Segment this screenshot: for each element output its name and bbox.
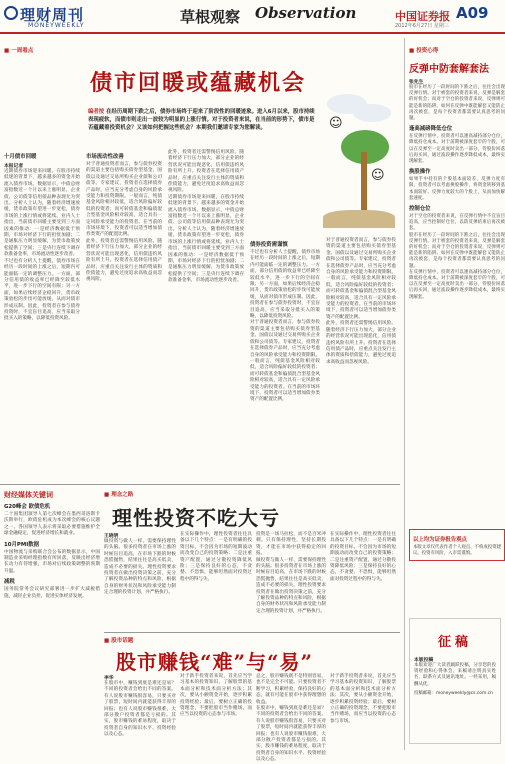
article3-column-1 xyxy=(104,674,176,746)
article1-paragraph: 此外，投资者还需警惕信用风险。随着经济下行压力加大，部分企业的经营状况可能出现恶化，信用债违约风险有所上升。投资者在选择信用债产品时，应重点关注发行主体的资质和偿债能力，避免过度追求高收益而忽视风险。 xyxy=(326,321,396,365)
article3-headline: 股市赚钱“难”与“易” xyxy=(116,650,314,674)
article2-paragraph: 在实际操作中，理性投资者往往具备以下几个特点：一是有明确的投资目标，不会因为市场的短期波动而改变自己的投资策略；二是注重资产配置，通过分散投资降低风险；三是保持良好的心态，不贪婪、不恐惧，能够坦然面对投资过程中的得与失。 xyxy=(330,532,396,582)
page-header xyxy=(0,0,505,34)
section-divider xyxy=(0,484,400,485)
article2-column-4 xyxy=(330,532,396,628)
paper-name: 中国证券报 xyxy=(395,10,450,23)
section-title-en: Observation xyxy=(255,4,357,22)
article3-byline: 李华 xyxy=(104,676,114,681)
article1-subhead: 市场流动性改善 xyxy=(86,154,124,160)
right-paragraph: 股市在经历了一段时间的下跌之后，往往会出现反弹行情。对于被套的投资者来说，反弹是解套的好机会；而对于空仓的投资者来说，反弹则可能是新的陷阱。如何在反弹中既能解套又能防止再次被套，是每个投资者都需要认真思考的问题。 xyxy=(409,232,505,269)
article2-column-3 xyxy=(256,532,326,628)
article1-paragraph: 不过也有分析人士提醒，债券市场在经历一段时间的上涨之后，短期内可能面临一定的调整压力。一方面，部分信用债的收益率已经降至较低水平，进一步下行的空间有限；另一方面，如果后续经济企稳回升，货币政策放松的步伐可能放缓，从而对债市形成压制。因此，投资者在参与债券投资时，不宜盲目追高，应当采取分批买入的策略，以降低投资风险。 xyxy=(4,258,80,322)
article1-column-2 xyxy=(86,150,162,482)
ground-shape xyxy=(323,210,395,228)
issue-date: 2012年6月27日 星期三 xyxy=(395,23,449,29)
article1-column-4 xyxy=(250,238,320,482)
person-icon: ☺ xyxy=(329,116,343,131)
right-subhead: 换股操作 xyxy=(409,169,431,176)
right-paragraph: 股市在经历了一段时间的下跌之后，往往会出现反弹行情。对于被套的投资者来说，反弹是解套的好机会；而对于空仓的投资者来说，反弹则可能是新的陷阱。如何在反弹中既能解套又能防止再次被套，是每个投资者都需要认真思考的问题。 xyxy=(409,85,505,122)
right-paragraph: 如果手中持有的个股基本面较差，反弹力度有限，投资者可以考虑换股操作，将资金转移到基本面较好、反弹力度较大的个股上，从而加快解套速度。 xyxy=(409,177,505,201)
right-article-body xyxy=(409,85,505,525)
call-for-papers-box xyxy=(409,618,501,744)
call-for-papers-text: 本版欢迎广大读者踊跃投稿，分享您的投资经验和心得体会。来稿请注明真实姓名、联系方式及通讯地址。一经采用，稿酬从优。 xyxy=(414,663,496,687)
article1-headline: 债市回暖或蕴藏机会 xyxy=(90,70,307,96)
article1-paragraph: 对于普通投资者而言，参与债券投资的渠道主要包括购买债券型基金、国债以及通过交易所购买企业债和公司债等。专家建议，投资者在选择债券产品时，应当充分考虑自身的风险承受能力和投资期限。一般而言，纯债基金风险相对较低，适合风险偏好较低的投资者；而可转债基金和偏债混合型基金风险相对较高，适合具有一定风险承受能力的投资者。在当前的市场环境下，投资者可以适当增加债券类资产的配置比例。 xyxy=(250,320,320,403)
article2-column-2 xyxy=(180,532,252,628)
article2-headline: 理性投资不吃大亏 xyxy=(112,506,280,530)
article1-paragraph: 此外，投资者还需警惕信用风险。随着经济下行压力加大，部分企业的经营状况可能出现恶化，信用债违约风险有所上升。投资者在选择信用债产品时，应重点关注发行主体的资质和偿债能力，避免过度追求高收益而忽视风险。 xyxy=(168,150,244,194)
article3-paragraph: 在股市中，赚钱到底是难还是易？不同的投资者会给出不同的答案。有人说股市赚钱很容易，只要买对了股票，短时间内就能获得丰厚的回报；也有人说股市赚钱很难，大部分散户投资者都是亏损的。其实，股市赚钱的难易程度，取决于投资者自身的知识水平、投资经验以及心态。 xyxy=(256,706,326,763)
tree-trunk-icon xyxy=(361,152,367,212)
article1-paragraph: 对于普通投资者而言，参与债券投资的渠道主要包括购买债券型基金、国债以及通过交易所购买企业债和公司债等。专家建议，投资者在选择债券产品时，应当充分考虑自身的风险承受能力和投资期限。一般而言，纯债基金风险相对较低，适合风险偏好较低的投资者；而可转债基金和偏债混合型基金风险相对较高，适合具有一定风险承受能力的投资者。在当前的市场环境下，投资者可以适当增加债券类资产的配置比例。 xyxy=(86,162,162,238)
disclaimer-text: 本版文章仅代表作者个人观点，不构成投资建议。投资有风险，入市需谨慎。 xyxy=(413,545,501,557)
call-for-papers-title: 征稿 xyxy=(437,635,472,650)
sidebar-title: 财经媒体关键词 xyxy=(4,491,53,499)
cloud-icon xyxy=(353,104,391,122)
person-icon: ☺ xyxy=(371,168,385,183)
article3-column-4 xyxy=(330,674,396,746)
section-title: 草根观察 xyxy=(180,8,241,26)
article1-lead xyxy=(88,108,318,132)
right-column xyxy=(404,38,505,750)
right-byline: 张先生 xyxy=(409,80,424,85)
article1-column-1 xyxy=(4,150,80,482)
disclaimer-title: 以上均为证券报告观点 xyxy=(413,537,467,543)
sidebar-item-body: 国务院常务会议研究部署进一步扩大减税措施，减轻企业负担，促进实体经济发展。 xyxy=(4,587,100,599)
article2-paragraph: 在实际操作中，理性投资者往往具备以下几个特点：一是有明确的投资目标，不会因为市场的短期波动而改变自己的投资策略；二是注重资产配置，通过分散投资降低风险；三是保持良好的心态，不贪婪、不恐惧，能够坦然面对投资过程中的得与失。 xyxy=(180,532,252,582)
lead-text: 在经历周期下跌之后，债券市场终于迎来了阶段性的回暖迹象。进入6月以来，股市持续表现疲软，而债市则走出一波较为明显的上涨行情。对于投资者来说，在当前的形势下，债市是否蕴藏着投资机会？又该如何把握这些机会？本期我们邀请专家为您解读。 xyxy=(88,109,315,131)
article3-column-2 xyxy=(180,674,252,746)
lead-label: 编者按 xyxy=(88,109,105,115)
logo-mark-icon xyxy=(4,6,18,20)
brand-name: 理财周刊 xyxy=(20,6,85,24)
sidebar-item-body: 中国物流与采购联合会公布的数据显示，中国制造业采购经理指数有所回落，反映出经济增长动力有待增强，市场对后续政策调整的预期升温。 xyxy=(4,549,100,574)
article1-tag: ■ 一周看点 xyxy=(4,46,33,54)
right-subhead: 控制仓位 xyxy=(409,206,431,213)
right-headline: 反弹中防套解套法 xyxy=(409,64,489,75)
article1-column-5 xyxy=(326,238,396,482)
main-column xyxy=(0,38,400,763)
article3-column-3 xyxy=(256,674,326,763)
right-paragraph: 在反弹行情中，投资者可以逢高减持部分仓位，降低持仓成本。对于前期被深度套牢的个股，可以在反弹至一定高度时卖出一部分，待股价回落后再买回，通过波段操作逐步降低成本，最终实现解套。 xyxy=(409,269,505,300)
article2-byline: 王晓明 xyxy=(104,534,119,539)
sidebar-item-title: G20峰会 欧债危机 xyxy=(4,504,51,510)
article2-tag: ■ 理念之路 xyxy=(104,490,133,498)
article1-column-3 xyxy=(168,150,244,482)
call-for-papers-label: 本版投稿 xyxy=(414,658,434,663)
disclaimer-box xyxy=(409,529,505,561)
article3-tag: ■ 股市话题 xyxy=(104,636,133,644)
submission-email[interactable]: 投稿邮箱：moneyweekly@cs.com.cn xyxy=(414,690,493,696)
article1-paragraph: 此外，投资者还需警惕信用风险。随着经济下行压力加大，部分企业的经营状况可能出现恶化，信用债违约风险有所上升。投资者在选择信用债产品时，应重点关注发行主体的资质和偿债能力，避免过度追求高收益而忽视风险。 xyxy=(86,238,162,283)
keywords-sidebar xyxy=(4,490,100,746)
article1-subhead: 十月债市回暖 xyxy=(4,154,37,160)
article1-paragraph: 对于普通投资者而言，参与债券投资的渠道主要包括购买债券型基金、国债以及通过交易所购买企业债和公司债等。专家建议，投资者在选择债券产品时，应当充分考虑自身的风险承受能力和投资期限。一般而言，纯债基金风险相对较低，适合风险偏好较低的投资者；而可转债基金和偏债混合型基金风险相对较高，适合具有一定风险承受能力的投资者。在当前的市场环境下，投资者可以适当增加债券类资产的配置比例。 xyxy=(326,238,396,320)
right-tag: ■ 投资心得 xyxy=(409,46,505,54)
article1-paragraph: 不过也有分析人士提醒，债券市场在经历一段时间的上涨之后，短期内可能面临一定的调整压力。一方面，部分信用债的收益率已经降至较低水平，进一步下行的空间有限；另一方面，如果后续经济企稳回升，货币政策放松的步伐可能放缓，从而对债市形成压制。因此，投资者在参与债券投资时，不宜盲目追高，应当采取分批买入的策略，以降低投资风险。 xyxy=(250,250,320,320)
article1-byline: 本报记者 xyxy=(4,164,24,169)
sidebar-item-title: 减税 xyxy=(4,579,15,586)
right-paragraph: 在反弹行情中，投资者可以逢高减持部分仓位，降低持仓成本。对于前期被深度套牢的个股，可以在反弹至一定高度时卖出一部分，待股价回落后再买回，通过波段操作逐步降低成本，最终实现解套。 xyxy=(409,134,505,165)
sidebar-item-title: 10月PMI数据 xyxy=(4,541,39,548)
article1-paragraph: 近期债券市场迎来回暖，在股市持续低迷的背景下，越来越多的资金开始流入债券市场。数据显示，中债总财富指数近一个月以来上涨明显，企业债、公司债等信用债品种表现尤为突出。分析人士认为，随着经济增速放缓，货币政策有望进一步宽松，债券市场的上涨行情或将延续。业内人士指出，当前债市回暖主要受到三方面因素的推动：一是经济数据低于预期，市场对经济下行的担忧加剧；二是通胀压力明显缓解，为货币政策放松提供了空间；三是央行连续下调存款准备金率，市场流动性逐步改善。 xyxy=(168,194,244,284)
article1-paragraph: 近期债券市场迎来回暖，在股市持续低迷的背景下，越来越多的资金开始流入债券市场。数据显示，中债总财富指数近一个月以来上涨明显，企业债、公司债等信用债品种表现尤为突出。分析人士认为，随着经济增速放缓，货币政策有望进一步宽松，债券市场的上涨行情或将延续。业内人士指出，当前债市回暖主要受到三方面因素的推动：一是经济数据低于预期，市场对经济下行的担忧加剧；二是通胀压力明显缓解，为货币政策放松提供了空间；三是央行连续下调存款准备金率，市场流动性逐步改善。 xyxy=(4,169,80,258)
brand-logo xyxy=(4,4,90,30)
article3-paragraph: 对于新手投资者来说，首先应当学习基本的投资知识，了解股票的基本面分析和技术面分析方法；其次，要从小额资金开始，逐步积累投资经验；最后，要树立正确的投资理念，不要把股市当作赌场，而应当以投资的心态参与市场。 xyxy=(330,674,396,724)
right-paragraph: 对于空仓的投资者来说，在反弹行情中不宜盲目追高，应当控制好仓位，以防反弹结束后再次被套。 xyxy=(409,214,505,232)
article3-paragraph: 总之，股市赚钱既不是特别容易，也不是完全不可能。只要投资者不断学习，积累经验，保持良好的心态，就有可能在股市中获得理想的收益。 xyxy=(256,674,326,705)
section-divider xyxy=(104,632,400,633)
article2-paragraph: 做投资与做人一样，需要保持理性的头脑。很多投资者在市场上涨的时候盲目追高，在市场下跌的时候恐慌抛售，结果往往是高买低卖，造成不必要的损失。理性投资要求投资者在做出投资决策之前，充分了解投资品种的特点和风险，根据自身的财务状况和风险承受能力制定合理的投资计划，并严格执行。 xyxy=(256,557,326,614)
article3-paragraph: 对于新手投资者来说，首先应当学习基本的投资知识，了解股票的基本面分析和技术面分析方法；其次，要从小额资金开始，逐步积累投资经验；最后，要树立正确的投资理念，不要把股市当作赌场，而应当以投资的心态参与市场。 xyxy=(180,674,252,718)
article3-paragraph: 在股市中，赚钱到底是难还是易？不同的投资者会给出不同的答案。有人说股市赚钱很容易，只要买对了股票，短时间内就能获得丰厚的回报；也有人说股市赚钱很难，大部分散户投资者都是亏损的。其实，股市赚钱的难易程度，取决于投资者自身的知识水平、投资经验以及心态。 xyxy=(104,681,176,738)
sidebar-item-body: 二十国集团领导人第七次峰会在墨西哥洛斯卡沃斯举行，欧债危机成为本次峰会的核心议题之一。各国领导人表示将采取必要措施维护全球金融稳定，促进经济增长和就业。 xyxy=(4,512,100,537)
article1-illustration xyxy=(323,90,395,230)
right-subhead: 逢高减磅降低仓位 xyxy=(409,126,453,133)
brand-name-en: MONEYWEEKLY xyxy=(28,22,85,29)
article2-column-1 xyxy=(104,532,176,628)
article1-subhead: 债券投资需谨慎 xyxy=(250,242,288,248)
article2-paragraph: 做投资与做人一样，需要保持理性的头脑。很多投资者在市场上涨的时候盲目追高，在市场下跌的时候恐慌抛售，结果往往是高买低卖，造成不必要的损失。理性投资要求投资者在做出投资决策之前，充分了解投资品种的特点和风险，根据自身的财务状况和风险承受能力制定合理的投资计划，并严格执行。 xyxy=(104,539,176,596)
article2-paragraph: 投资是一场马拉松，而不是百米冲刺。只有保持理性，坚持长期投资，才能在市场中获得稳定的回报。 xyxy=(256,532,326,557)
page-number: A09 xyxy=(456,4,489,22)
